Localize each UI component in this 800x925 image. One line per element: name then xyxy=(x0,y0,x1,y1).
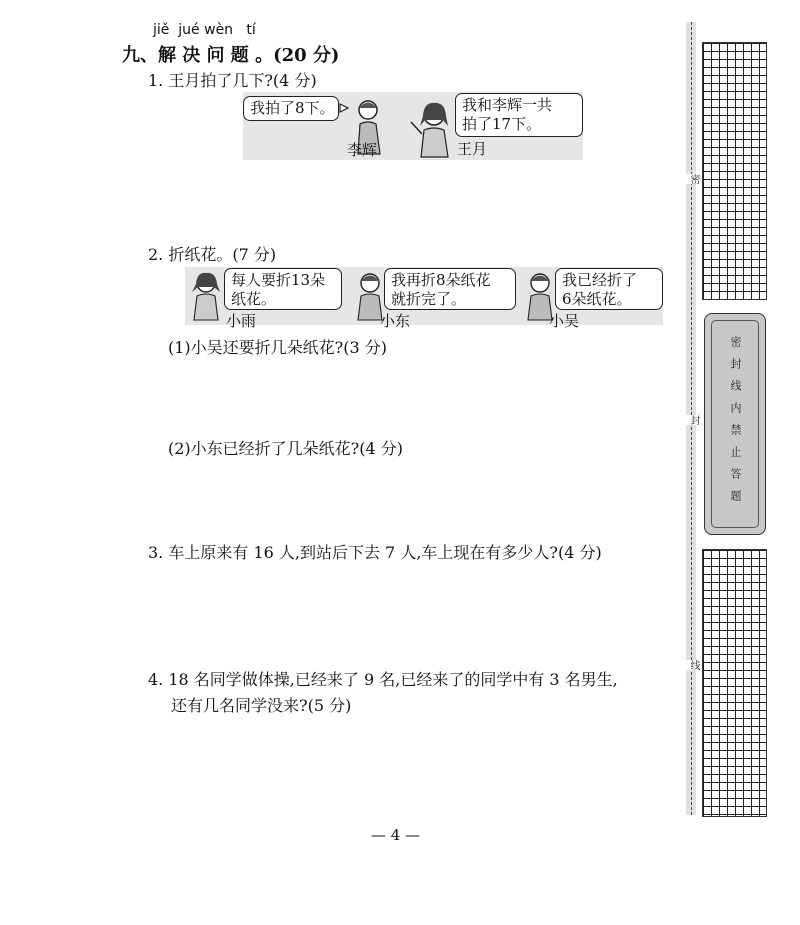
girl-figure-wangyue xyxy=(408,100,460,158)
no-answer-notice xyxy=(704,313,766,535)
bubble-xiaowu: 我已经折了 6朵纸花。 xyxy=(555,268,663,310)
name-label-wangyue: 王月 xyxy=(457,140,488,158)
name-label-lihui: 李辉 xyxy=(347,141,378,159)
no-answer-notice-text: 密封线内禁止答题 xyxy=(729,336,742,512)
question-1-title: 1. 王月拍了几下?(4 分) xyxy=(148,71,317,90)
bubble-lihui: 我拍了8下。 xyxy=(243,96,339,121)
question-4-line-2: 还有几名同学没来?(5 分) xyxy=(171,696,352,715)
question-2-sub-1: (1)小吴还要折几朵纸花?(3 分) xyxy=(168,338,387,357)
seal-label-feng: 封 xyxy=(688,415,699,425)
girl-figure-xiaoyu xyxy=(184,270,226,322)
question-4-line-1: 4. 18 名同学做体操,已经来了 9 名,已经来了的同学中有 3 名男生, xyxy=(148,670,618,689)
bubble-xiaodong: 我再折8朵纸花 就折完了。 xyxy=(384,268,516,310)
bubble-xiaoyu: 每人要折13朵 纸花。 xyxy=(224,268,342,310)
question-3-text: 3. 车上原来有 16 人,到站后下去 7 人,车上现在有多少人?(4 分) xyxy=(148,543,602,562)
name-label-xiaoyu: 小雨 xyxy=(226,312,257,330)
bubble-wangyue: 我和李辉一共 拍了17下。 xyxy=(455,93,583,137)
name-label-xiaodong: 小东 xyxy=(380,312,411,330)
seal-label-mi: 密 xyxy=(688,174,699,184)
grid-panel-bottom xyxy=(702,549,767,817)
question-2-title: 2. 折纸花。(7 分) xyxy=(148,245,277,264)
name-label-xiaowu: 小吴 xyxy=(549,312,580,330)
page-number: — 4 — xyxy=(371,826,421,844)
pinyin-annotation: jiě jué wèn tí xyxy=(153,22,256,38)
question-2-sub-2: (2)小东已经折了几朵纸花?(4 分) xyxy=(168,439,403,458)
grid-panel-top xyxy=(702,42,767,300)
section-title: 九、解 决 问 题 。(20 分) xyxy=(122,45,340,66)
seal-label-xian: 线 xyxy=(688,660,699,670)
